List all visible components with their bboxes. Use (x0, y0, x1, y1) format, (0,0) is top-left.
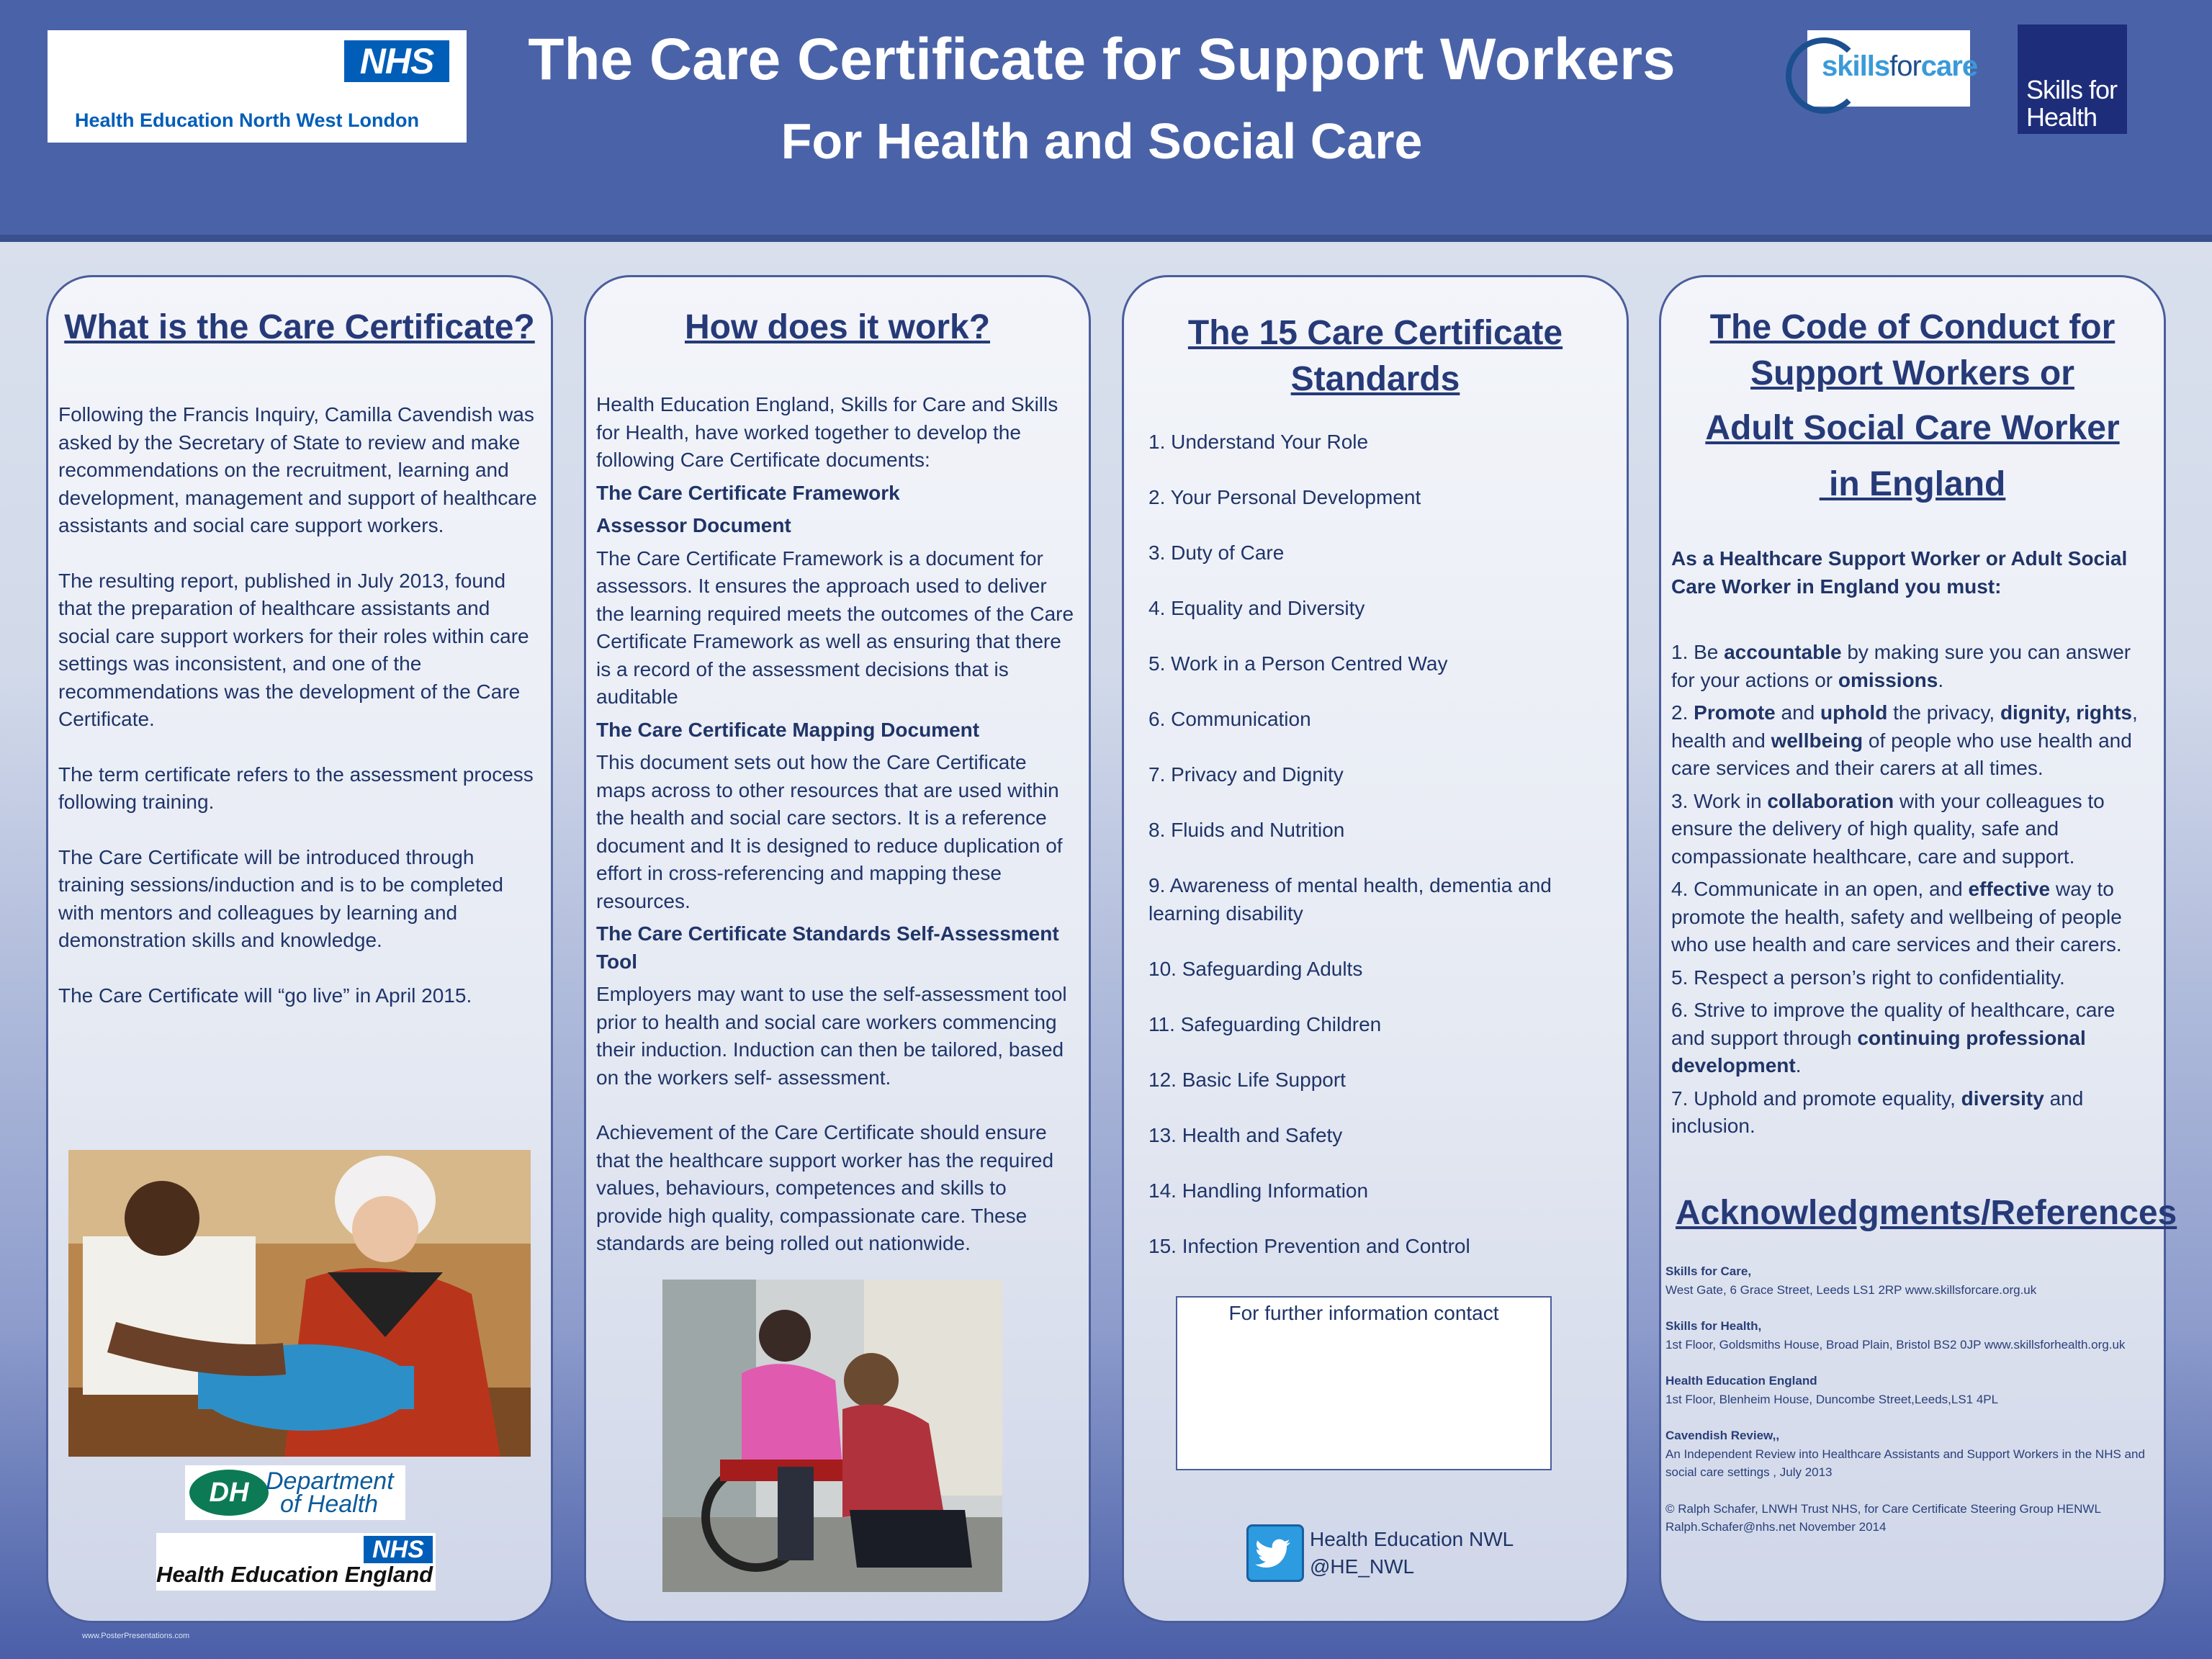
panel4-text (1671, 545, 2152, 1141)
contact-box (1176, 1296, 1552, 1470)
panel4-heading (1661, 305, 2164, 508)
panel-code-of-conduct (1659, 275, 2177, 1623)
panel1-text (58, 401, 539, 1010)
panel1-paragraph: The resulting report, published in July 2013, found that the preparation of healthcare assistants and social care support workers for their roles within care settings was inconsistent, and one of the recommendations was the development of the Care Certificate. (58, 569, 529, 730)
panel1-paragraph: The Care Certificate will be introduced through training sessions/induction and is to be completed with mentors and colleagues by learning and demonstration skills and knowledge. (58, 845, 503, 951)
reference-item: Skills for Care, West Gate, 6 Grace Street, Leeds LS1 2RP www.skillsforcare.org.uk (1665, 1264, 2037, 1297)
standard-item: 1. Understand Your Role (1148, 431, 1369, 453)
copyright: © Ralph Schafer, LNWH Trust NHS, for Care Certificate Steering Group HENWL Ralph.Schafer@nhs.net November 2014 (1665, 1501, 2101, 1534)
standard-item: 9. Awareness of mental health, dementia and learning disability (1148, 874, 1552, 925)
sfc-logo-mid: for (1889, 50, 1921, 82)
dh-logo-line1: Department (266, 1467, 394, 1495)
doc3-text: Employers may want to use the self-assessment tool prior to health and social care workers commencing their induction. Induction can then be tailored, based on the workers self- assessment. (596, 983, 1067, 1089)
doc1-text: The Care Certificate Framework is a document for assessors. It ensures the approach used to deliver the learning required meets the outcomes of the Care Certificate Framework as well as ensuring that there is a record of the assessment decisions that is auditable (596, 547, 1074, 708)
standard-item: 8. Fluids and Nutrition (1148, 819, 1345, 841)
ack-heading: Acknowledgments/References (1676, 1194, 2177, 1232)
reference-item: Cavendish Review,, An Independent Review into Healthcare Assistants and Support Workers in the NHS and social care settings , July 2013 (1665, 1429, 2145, 1479)
conduct-item: 7. Uphold and promote equality, diversity and inclusion. (1671, 1087, 2084, 1137)
hee-logo-name: Health Education England (156, 1562, 433, 1587)
sfc-logo-prefix: skills (1822, 50, 1890, 82)
doc3-title: The Care Certificate Standards Self-Assessment Tool (596, 922, 1059, 973)
photo-carer-baking (68, 1150, 531, 1457)
panel4-heading-line2: Support Workers or (1750, 354, 2074, 392)
doc1-subtitle: Assessor Document (596, 514, 791, 536)
standard-item: 13. Health and Safety (1148, 1124, 1343, 1146)
department-of-health-logo (185, 1465, 405, 1520)
standard-item: 6. Communication (1148, 708, 1311, 730)
skills-for-health-logo: Skills for Health (2018, 24, 2127, 134)
poster-header (0, 0, 2212, 242)
panel1-heading: What is the Care Certificate? (64, 308, 535, 346)
panel-15-standards (1122, 275, 1629, 1623)
twitter-handle[interactable]: @HE_NWL (1310, 1555, 1415, 1578)
conduct-item: 5. Respect a person’s right to confidentiality. (1671, 966, 2065, 989)
doc2-text: This document sets out how the Care Certificate maps across to other resources that are used within the health and social care sectors. It is a reference document and It is designed to reduce duplication of effort in cross-referencing and mapping these resources. (596, 751, 1063, 912)
doc1-title: The Care Certificate Framework (596, 481, 900, 504)
reference-item: Skills for Health, 1st Floor, Goldsmiths House, Broad Plain, Bristol BS2 0JP www.skillsforhealth.org.uk (1665, 1319, 2126, 1352)
twitter-icon[interactable] (1246, 1524, 1304, 1582)
sfc-logo-suffix: care (1920, 50, 1978, 82)
panel2-text (596, 391, 1077, 1258)
standard-item: 14. Handling Information (1148, 1179, 1369, 1202)
standard-item: 10. Safeguarding Adults (1148, 958, 1363, 980)
conduct-item: 2. Promote and uphold the privacy, dignity, rights, health and wellbeing of people who use health and care services and their carers at all times. (1671, 701, 2138, 779)
photo-carer-wheelchair (662, 1280, 1002, 1592)
health-education-england-logo (156, 1533, 436, 1591)
panel1-paragraph: Following the Francis Inquiry, Camilla Cavendish was asked by the Secretary of State to review and make recommendations on the recruitment, learning and development, management and support of healthcare assistants and social care support workers. (58, 403, 537, 536)
panel3-heading: The 15 Care Certificate Standards (1187, 314, 1563, 398)
hee-nhs-mark: NHS (364, 1536, 433, 1563)
panel4-heading-line3: Adult Social Care Worker (1705, 409, 2120, 447)
panel-how-it-works (584, 275, 1091, 1623)
references (1665, 1262, 2152, 1537)
panel1-paragraph: The term certificate refers to the assessment process following training. (58, 763, 534, 813)
standard-item: 11. Safeguarding Children (1148, 1013, 1382, 1035)
contact-label: For further information contact (1228, 1302, 1499, 1324)
standard-item: 3. Duty of Care (1148, 541, 1285, 564)
conduct-lead: As a Healthcare Support Worker or Adult Social Care Worker in England you must: (1671, 547, 2128, 598)
standard-item: 15. Infection Prevention and Control (1148, 1235, 1470, 1257)
poster-title: The Care Certificate for Support Workers (528, 27, 1676, 92)
conduct-item: 6. Strive to improve the quality of healthcare, care and support through continuing professional development. (1671, 999, 2116, 1076)
poster-subtitle: For Health and Social Care (781, 113, 1423, 169)
nhs-logo-mark: NHS (344, 40, 449, 82)
panel1-paragraph: The Care Certificate will “go live” in April 2015. (58, 984, 472, 1007)
panel-what-is (46, 275, 553, 1623)
footer-credit: www.PosterPresentations.com (82, 1632, 190, 1640)
conduct-item: 1. Be accountable by making sure you can answer for your actions or omissions. (1671, 641, 2131, 691)
panel2-closing: Achievement of the Care Certificate should ensure that the healthcare support worker has the required values, behaviours, competences and skills to provide high quality, compassionate care. These standards are being rolled out nationwide. (596, 1121, 1054, 1254)
conduct-item: 4. Communicate in an open, and effective way to promote the health, safety and wellbeing of people who use health and care services and their carers. (1671, 878, 2122, 956)
panel4-heading-line4: in England (1819, 465, 2006, 503)
nhs-hee-nwl-logo (48, 30, 467, 143)
twitter-name: Health Education NWL (1310, 1528, 1514, 1550)
conduct-item: 3. Work in collaboration with your colleagues to ensure the delivery of high quality, safe and compassionate healthcare, care and support. (1671, 789, 2105, 868)
reference-item: Health Education England 1st Floor, Blenheim House, Duncombe Street,Leeds,LS1 4PL (1665, 1374, 1999, 1406)
standard-item: 12. Basic Life Support (1148, 1069, 1346, 1091)
nhs-org-name: Health Education North West London (75, 109, 419, 131)
standards-list (1148, 428, 1598, 1288)
standard-item: 5. Work in a Person Centred Way (1148, 652, 1448, 675)
standard-item: 4. Equality and Diversity (1148, 597, 1365, 619)
standard-item: 7. Privacy and Dignity (1148, 763, 1344, 786)
panel2-heading: How does it work? (684, 308, 991, 346)
dh-logo-mark: DH (189, 1470, 269, 1516)
panel2-intro: Health Education England, Skills for Care and Skills for Health, have worked together to develop the following Care Certificate documents: (596, 393, 1058, 471)
doc2-title: The Care Certificate Mapping Document (596, 718, 980, 741)
standard-item: 2. Your Personal Development (1148, 486, 1421, 508)
skills-for-care-logo (1807, 30, 1978, 107)
dh-logo-line2: of Health (280, 1491, 379, 1518)
panel4-heading-line1: The Code of Conduct for (1709, 308, 2116, 346)
twitter-info (1310, 1526, 1514, 1581)
